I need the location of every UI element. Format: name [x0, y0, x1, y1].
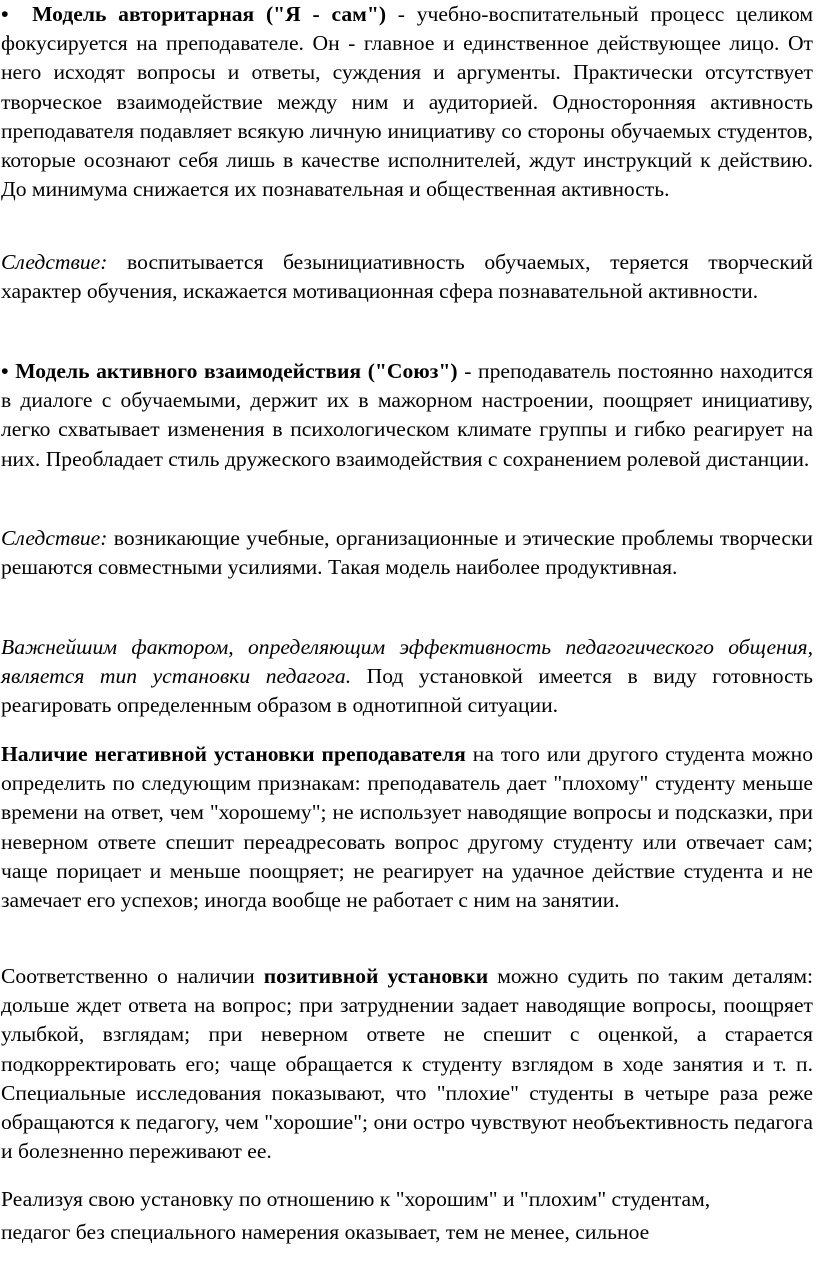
paragraph-text: воспитывается безынициативность обучаемых, теряется творческий характер обучения, искажается мотивационная сфера познавательной активности. — [1, 250, 813, 304]
paragraph-text: возникающие учебные, организационные и этические проблемы творчески решаются совместными усилиями. Такая модель наиболее продуктивная. — [1, 526, 813, 580]
consequence-label: Следствие: — [1, 526, 108, 550]
term-negative-attitude: Наличие негативной установки преподавателя — [1, 742, 466, 766]
final-line-2: педагог без специального намерения оказывает, тем не менее, сильное — [1, 1220, 650, 1244]
paragraph-union-model — [1, 357, 813, 474]
final-line-1: Реализуя свою установку по отношению к "хорошим" и "плохим" студентам, — [1, 1187, 711, 1211]
key-factor-italic: Важнейшим фактором, определяющим эффективность педагогического общения, является тип установки педагога. — [1, 635, 813, 689]
paragraph-consequence-1 — [1, 248, 813, 306]
paragraph-final — [1, 1183, 813, 1249]
term-authoritarian-model: Модель авторитарная ("Я - сам") — [32, 2, 387, 26]
paragraph-text: - учебно-воспитательный процесс целиком фокусируется на преподавателе. Он - главное и единственное действующее лицо. От него исходят вопросы и ответы, суждения и аргументы. Практически отсутствует творческое взаимодействие между ним и аудиторией. Односторонняя активность преподавателя подавляет всякую личную инициативу со стороны обучаемых студентов, которые осознают себя лишь в качестве исполнителей, ждут инструкций к действию. До минимума снижается их познавательная и общественная активность. — [1, 2, 813, 202]
paragraph-text: Под установкой имеется в виду готовность реагировать определенным образом в однотипной ситуации. — [1, 664, 813, 718]
bullet: • — [1, 2, 9, 26]
bullet: • — [1, 359, 9, 383]
consequence-label: Следствие: — [1, 250, 108, 274]
paragraph-text: на того или другого студента можно определить по следующим признакам: преподаватель дает "плохому" студенту меньше времени на ответ, чем "хорошему"; не использует наводящие вопросы и подсказки, при неверном ответе спешит переадресовать вопрос другому студенту или отвечает сам; чаще порицает и меньше поощряет; не реагирует на удачное действие студента и не замечает его успехов; иногда вообще не работает с ним на занятии. — [1, 742, 813, 913]
paragraph-authoritarian-model — [1, 0, 813, 204]
paragraph-text-before: Соответственно о наличии — [1, 964, 264, 988]
paragraph-text: - преподаватель постоянно находится в диалоге с обучаемыми, держит их в мажорном настроении, поощряет инициативу, легко схватывает изменения в психологическом климате группы и гибко реагирует на них. Преобладает стиль дружеского взаимодействия с сохранением ролевой дистанции. — [1, 359, 813, 471]
paragraph-key-factor — [1, 633, 813, 721]
term-positive-attitude: позитивной установки — [263, 964, 489, 988]
paragraph-text: можно судить по таким деталям: дольше ждет ответа на вопрос; при затруднении задает наводящие вопросы, поощряет улыбкой, взглядам; при неверном ответе не спешит с оценкой, а старается подкорректировать его; чаще обращается к студенту взглядом в ходе занятия и т. п. Специальные исследования показывают, что "плохие" студенты в четыре раза реже обращаются к педагогу, чем "хорошие"; они остро чувствуют необъективность педагога и болезненно переживают ее. — [1, 964, 813, 1164]
paragraph-consequence-2 — [1, 524, 813, 582]
paragraph-positive-attitude — [1, 962, 813, 1166]
paragraph-negative-attitude — [1, 740, 813, 915]
term-union-model: Модель активного взаимодействия ("Союз") — [15, 359, 458, 383]
